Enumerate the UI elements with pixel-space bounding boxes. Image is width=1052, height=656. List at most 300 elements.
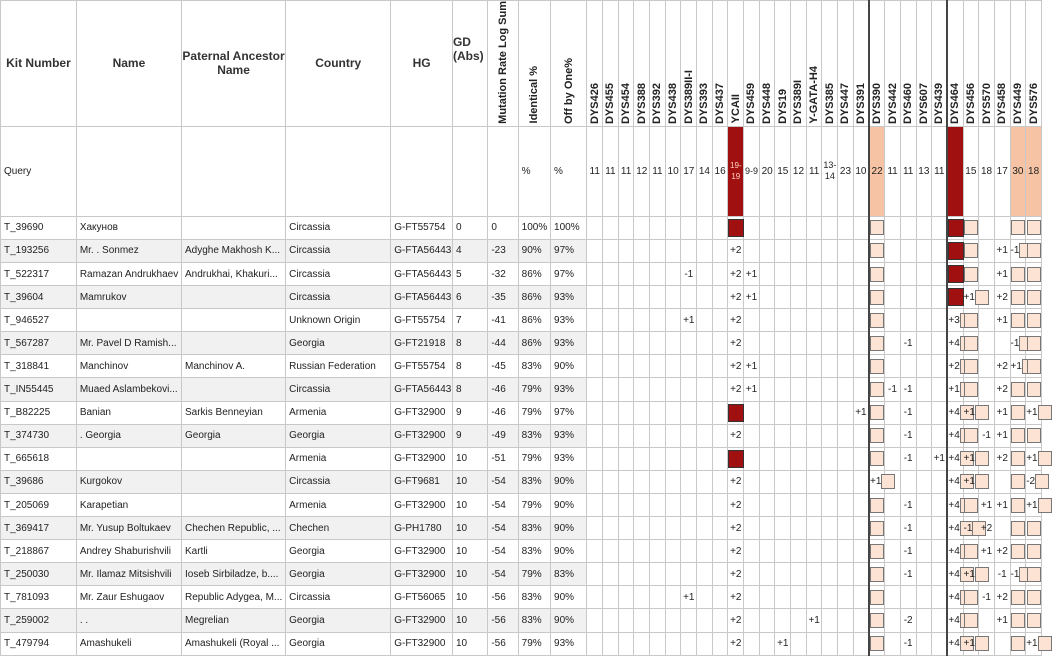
marker-cell [603,493,619,516]
marker-cell [681,470,697,493]
marker-cell [650,332,666,355]
kit-number-cell[interactable]: T_193256 [1,239,77,262]
marker-cell [853,355,869,378]
marker-cell [1026,355,1042,378]
country-cell: Georgia [286,609,391,632]
marker-box [1011,451,1025,466]
gd-cell: 10 [452,586,487,609]
marker-cell: +1 [994,263,1010,286]
marker-cell [1010,286,1026,309]
kit-number-cell[interactable]: T_781093 [1,586,77,609]
country-cell: Circassia [286,239,391,262]
marker-cell [932,309,948,332]
marker-cell [603,517,619,540]
col-marker: DYS385 [822,1,838,127]
marker-cell [822,355,838,378]
table-row[interactable] [1,470,1042,493]
col-marker: DYS392 [650,1,666,127]
marker-cell [587,355,603,378]
marker-cell [853,286,869,309]
marker-cell [712,263,728,286]
marker-cell [775,540,791,563]
marker-cell [806,355,822,378]
col-off-by-one[interactable]: Off by One% [551,1,587,127]
marker-cell [697,378,713,401]
marker-cell [838,401,854,424]
marker-cell [1010,263,1026,286]
marker-cell [634,378,650,401]
kit-number-cell[interactable]: T_218867 [1,540,77,563]
marker-cell [932,424,948,447]
table-row[interactable] [1,517,1042,540]
marker-cell [650,540,666,563]
query-marker-ycaii: 19-19 [728,126,744,216]
hg-cell: G-FT32900 [391,401,453,424]
marker-cell [665,632,681,655]
marker-cell [932,263,948,286]
kit-number-cell[interactable]: T_369417 [1,517,77,540]
mismatch-marker [728,450,744,468]
marker-cell [838,239,854,262]
name-cell: Kurgokov [76,470,181,493]
country-cell: Circassia [286,263,391,286]
marker-cell: +2 [994,355,1010,378]
marker-cell [665,401,681,424]
col-marker: DYS456 [963,1,979,127]
marker-cell [806,470,822,493]
marker-box [975,567,989,582]
marker-cell [869,470,885,493]
marker-box [1011,544,1025,559]
col-hg[interactable]: HG [391,1,453,127]
marker-cell: +2 [728,540,744,563]
marker-cell [963,239,979,262]
marker-cell [791,263,807,286]
marker-cell [759,540,775,563]
marker-cell [963,470,979,493]
marker-cell [853,493,869,516]
hg-cell: G-FT32900 [391,424,453,447]
marker-diff: +4 [948,522,960,534]
mutation-cell: -51 [488,447,518,470]
query-marker: 10 [853,126,869,216]
marker-diff: -1 [1010,245,1020,257]
marker-cell [712,493,728,516]
marker-cell [963,586,979,609]
marker-cell [1010,216,1026,239]
query-marker: 18 [979,126,995,216]
col-identical[interactable]: Identical % [518,1,550,127]
col-marker: DYS447 [838,1,854,127]
marker-cell [603,332,619,355]
marker-cell: +2 [728,378,744,401]
marker-cell [947,263,963,286]
table-row[interactable] [1,332,1042,355]
name-cell: Muaed Aslambekovi... [76,378,181,401]
marker-cell [963,216,979,239]
mutation-cell: -56 [488,632,518,655]
marker-cell [759,332,775,355]
off-by-one-cell: 90% [551,470,587,493]
marker-cell [963,309,979,332]
col-paternal-ancestor[interactable]: Paternal Ancestor Name [181,1,285,127]
table-row[interactable] [1,586,1042,609]
marker-cell [947,401,963,424]
marker-cell [744,332,760,355]
marker-diff: +1 [963,407,975,419]
name-cell: Mr. Zaur Eshugaov [76,586,181,609]
marker-cell [681,239,697,262]
off-by-one-cell: 97% [551,263,587,286]
col-kit-number[interactable]: Kit Number [1,1,77,127]
marker-cell [791,493,807,516]
marker-cell [853,517,869,540]
kit-number-cell[interactable]: T_IN55445 [1,378,77,401]
marker-box [1011,405,1025,420]
marker-cell [806,447,822,470]
table-row[interactable] [1,239,1042,262]
marker-cell [665,540,681,563]
country-cell: Armenia [286,493,391,516]
marker-cell [634,239,650,262]
table-row[interactable] [1,216,1042,239]
marker-cell [963,286,979,309]
gd-cell: 8 [452,355,487,378]
col-marker: DYS391 [853,1,869,127]
marker-cell [916,563,932,586]
country-cell: Circassia [286,470,391,493]
marker-cell [885,609,901,632]
kit-number-cell[interactable]: T_39686 [1,470,77,493]
marker-cell [587,447,603,470]
ancestor-cell [181,332,285,355]
marker-diff: +4 [948,499,960,511]
marker-cell [869,216,885,239]
marker-cell [759,632,775,655]
marker-cell [885,493,901,516]
marker-cell: +1 [994,493,1010,516]
marker-box [1027,313,1041,328]
kit-number-cell[interactable]: T_250030 [1,563,77,586]
marker-cell [728,401,744,424]
marker-cell [916,355,932,378]
marker-cell [916,239,932,262]
marker-cell [806,216,822,239]
col-marker: DYS388 [634,1,650,127]
marker-cell: +2 [728,263,744,286]
kit-number-cell[interactable]: T_39690 [1,216,77,239]
marker-cell [744,239,760,262]
off-by-one-cell: 93% [551,424,587,447]
marker-cell [838,517,854,540]
marker-cell: +1 [994,424,1010,447]
marker-diff: +4 [948,568,960,580]
kit-number-cell[interactable]: T_946527 [1,309,77,332]
marker-cell [900,263,916,286]
marker-cell [618,470,634,493]
marker-cell [650,447,666,470]
marker-box [1011,636,1025,651]
marker-cell [932,563,948,586]
marker-cell [650,286,666,309]
marker-cell [791,216,807,239]
marker-cell [603,447,619,470]
ancestor-cell: Megrelian [181,609,285,632]
marker-cell [838,378,854,401]
hg-cell: G-FT32900 [391,563,453,586]
marker-cell [885,401,901,424]
marker-cell [1026,586,1042,609]
marker-cell [759,309,775,332]
marker-cell [947,309,963,332]
query-marker: 18 [1026,126,1042,216]
marker-cell [853,470,869,493]
marker-cell [869,540,885,563]
marker-cell: -1 [900,540,916,563]
col-name[interactable]: Name [76,1,181,127]
table-row[interactable] [1,540,1042,563]
table-row[interactable] [1,424,1042,447]
marker-cell [853,563,869,586]
marker-cell [697,563,713,586]
marker-cell [603,609,619,632]
marker-cell [744,609,760,632]
marker-box [1038,498,1052,513]
ancestor-cell [181,493,285,516]
marker-cell [681,378,697,401]
marker-box [870,613,884,628]
marker-cell [603,309,619,332]
marker-cell [634,632,650,655]
query-row [1,126,1042,216]
hg-cell: G-FTA56443 [391,378,453,401]
marker-cell [681,632,697,655]
marker-cell [618,540,634,563]
query-marker: 13-14 [822,126,838,216]
kit-number-cell[interactable]: T_259002 [1,609,77,632]
marker-box [1011,474,1025,489]
marker-cell [618,517,634,540]
mutation-cell: -45 [488,355,518,378]
col-marker: DYS442 [885,1,901,127]
marker-cell [650,470,666,493]
marker-cell [634,470,650,493]
col-marker: DYS576 [1026,1,1042,127]
marker-cell [775,401,791,424]
marker-cell [744,424,760,447]
mutation-cell: -54 [488,493,518,516]
name-cell: Mr. Yusup Boltukaev [76,517,181,540]
col-marker: YCAII [728,1,744,127]
marker-cell [697,401,713,424]
marker-cell: +2 [994,378,1010,401]
marker-diff: +4 [948,638,960,650]
marker-cell [681,447,697,470]
kit-number-cell[interactable]: T_205069 [1,493,77,516]
mutation-cell: -56 [488,586,518,609]
marker-box [964,336,978,351]
marker-cell [587,609,603,632]
table-row[interactable] [1,401,1042,424]
marker-cell [775,286,791,309]
kit-number-cell[interactable]: T_B82225 [1,401,77,424]
marker-cell [963,355,979,378]
marker-cell [947,332,963,355]
ancestor-cell [181,470,285,493]
marker-cell [603,632,619,655]
marker-cell [979,309,995,332]
marker-cell: +2 [994,540,1010,563]
gd-cell: 10 [452,609,487,632]
kit-number-cell[interactable]: T_522317 [1,263,77,286]
marker-diff: +1 [1026,453,1038,465]
marker-cell [822,447,838,470]
marker-cell [869,424,885,447]
ancestor-cell: Andrukhai, Khakuri... [181,263,285,286]
marker-cell [681,401,697,424]
marker-cell [838,540,854,563]
marker-cell [697,286,713,309]
col-marker: DYS438 [665,1,681,127]
gd-cell: 10 [452,470,487,493]
table-row[interactable] [1,309,1042,332]
gd-cell: 10 [452,447,487,470]
query-marker: 14 [697,126,713,216]
hg-cell: G-FT32900 [391,540,453,563]
kit-number-cell[interactable]: T_39604 [1,286,77,309]
table-row[interactable] [1,632,1042,655]
marker-cell [932,378,948,401]
table-row[interactable] [1,609,1042,632]
ancestor-cell: Chechen Republic, ... [181,517,285,540]
marker-cell: +1 [744,378,760,401]
marker-cell: +2 [728,286,744,309]
col-gd[interactable]: GD (Abs) [452,1,487,127]
kit-number-cell[interactable]: T_479794 [1,632,77,655]
query-marker: 30 [1010,126,1026,216]
table-row[interactable] [1,563,1042,586]
marker-cell [916,332,932,355]
table-row[interactable] [1,378,1042,401]
marker-cell [806,563,822,586]
table-row[interactable] [1,355,1042,378]
marker-cell [665,424,681,447]
marker-cell [822,401,838,424]
marker-cell [681,493,697,516]
marker-cell [681,517,697,540]
col-mutation-rate[interactable]: Mutation Rate Log Sum [488,1,518,127]
marker-cell [822,586,838,609]
marker-cell [744,447,760,470]
marker-cell [775,332,791,355]
marker-cell [838,632,854,655]
kit-number-cell[interactable]: T_318841 [1,355,77,378]
marker-cell: +2 [728,563,744,586]
marker-cell: +2 [979,517,995,540]
marker-cell [853,540,869,563]
marker-cell [806,309,822,332]
marker-cell [712,378,728,401]
identical-cell: 83% [518,540,550,563]
marker-cell [806,632,822,655]
query-off-by-one: % [551,126,587,216]
ancestor-cell [181,309,285,332]
marker-cell [853,632,869,655]
marker-cell [759,378,775,401]
marker-cell [885,540,901,563]
table-row[interactable] [1,493,1042,516]
col-marker: DYS607 [916,1,932,127]
ancestor-cell: Sarkis Benneyian [181,401,285,424]
mismatch-marker [728,219,744,237]
marker-cell [932,609,948,632]
marker-cell [697,470,713,493]
marker-cell [744,309,760,332]
marker-cell [916,309,932,332]
kit-number-cell[interactable]: T_665618 [1,447,77,470]
marker-cell [1010,586,1026,609]
marker-cell [947,493,963,516]
marker-cell [869,378,885,401]
query-marker: 10 [665,126,681,216]
marker-cell [759,493,775,516]
marker-cell [838,563,854,586]
kit-number-cell[interactable]: T_567287 [1,332,77,355]
hg-cell: G-FT55754 [391,216,453,239]
marker-cell [759,563,775,586]
marker-cell [618,632,634,655]
kit-number-cell[interactable]: T_374730 [1,424,77,447]
country-cell: Circassia [286,586,391,609]
mutation-cell: 0 [488,216,518,239]
marker-diff: +1 [963,291,975,303]
marker-cell [916,517,932,540]
hg-cell: G-FT32900 [391,632,453,655]
mutation-cell: -54 [488,540,518,563]
marker-cell [979,239,995,262]
marker-cell: +2 [728,609,744,632]
marker-cell [775,239,791,262]
marker-box [1011,267,1025,282]
marker-cell [900,286,916,309]
ancestor-cell [181,378,285,401]
mutation-cell: -54 [488,517,518,540]
marker-cell [916,609,932,632]
marker-cell [963,517,979,540]
marker-cell [603,286,619,309]
country-cell: Circassia [286,216,391,239]
table-row[interactable] [1,447,1042,470]
ancestor-cell: Republic Adygea, M... [181,586,285,609]
marker-cell [712,332,728,355]
marker-cell [697,586,713,609]
marker-cell [963,401,979,424]
table-row[interactable] [1,286,1042,309]
marker-cell [822,332,838,355]
col-marker: DYS426 [587,1,603,127]
marker-cell [618,563,634,586]
identical-cell: 100% [518,216,550,239]
marker-cell [634,355,650,378]
marker-cell [869,309,885,332]
marker-cell [791,540,807,563]
col-country[interactable]: Country [286,1,391,127]
marker-cell [885,286,901,309]
marker-cell [618,424,634,447]
marker-cell [681,540,697,563]
marker-cell: +1 [994,239,1010,262]
table-row[interactable] [1,263,1042,286]
